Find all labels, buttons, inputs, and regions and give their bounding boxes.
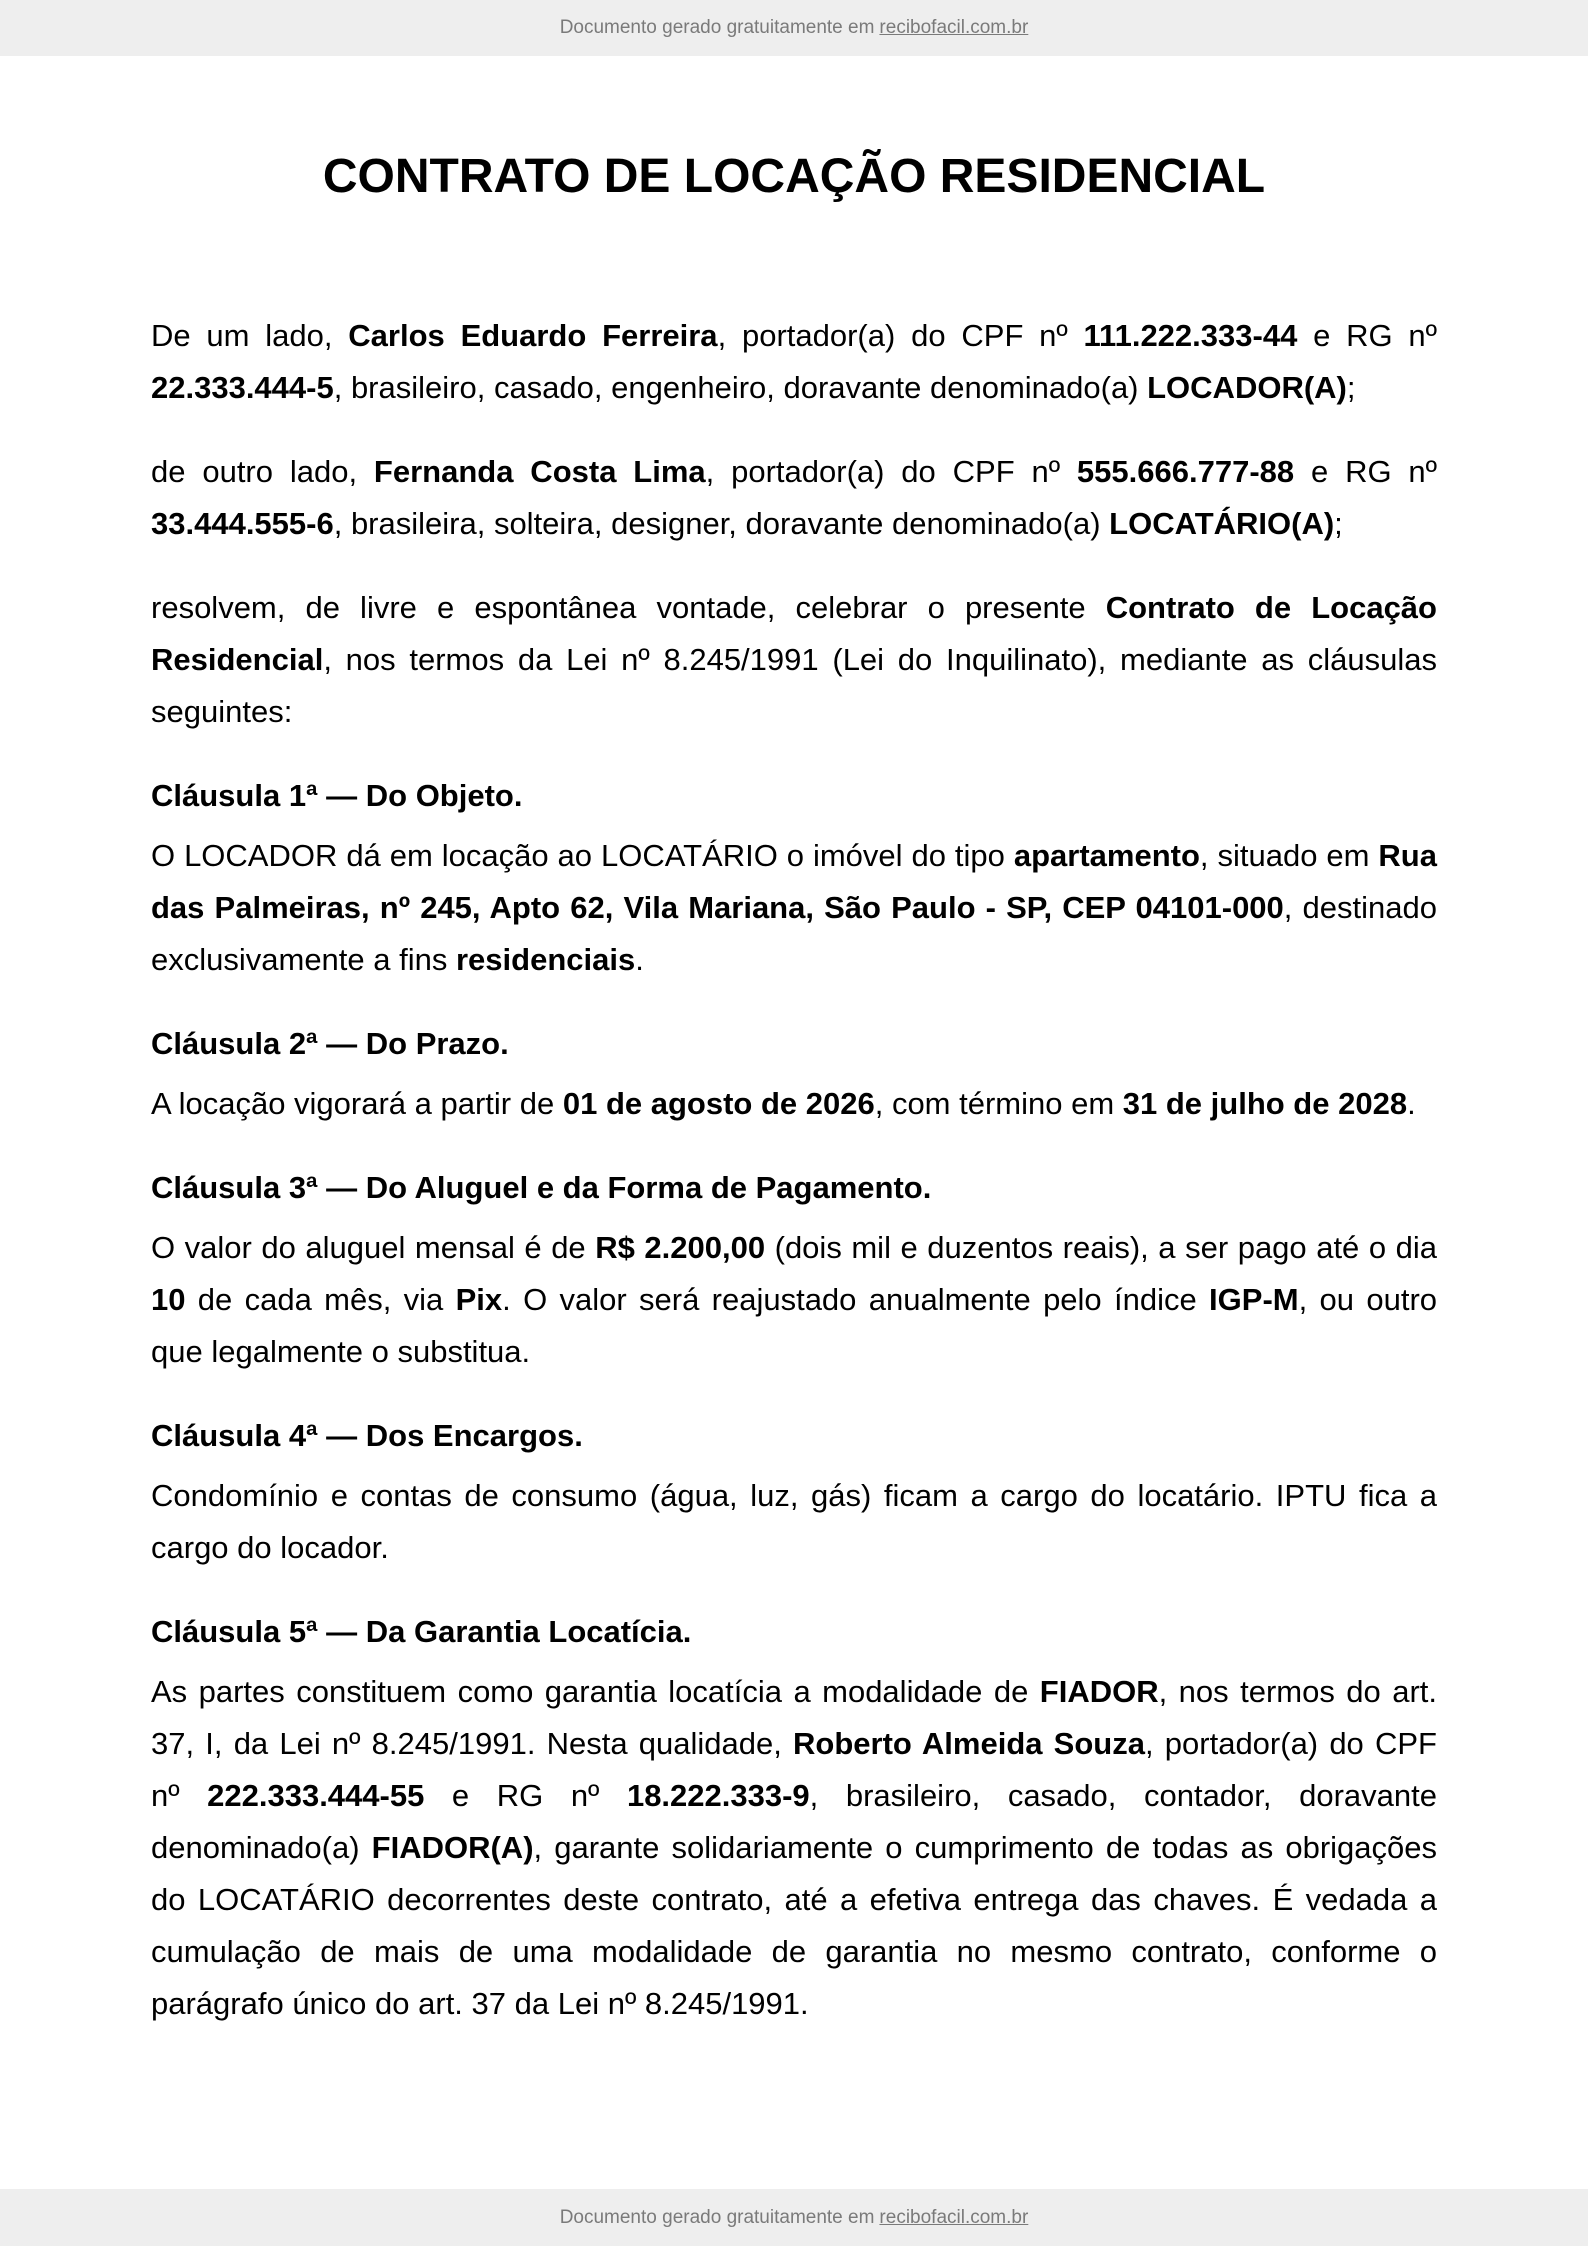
clause-4-title: Cláusula 4ª — Dos Encargos.	[151, 1418, 583, 1453]
locatario-role: LOCATÁRIO(A)	[1109, 506, 1335, 541]
clause-1-body: O LOCADOR dá em locação ao LOCATÁRIO o imóvel do tipo apartamento, situado em Rua das Palmeiras, nº 245, Apto 62, Vila Mariana, São Paulo - SP, CEP 04101-000, destinado exclusivamente a fins residenciais.	[151, 838, 1437, 977]
clause-2-body: A locação vigorará a partir de 01 de agosto de 2026, com término em 31 de julho de 2028.	[151, 1086, 1416, 1121]
clause-5-body: As partes constituem como garantia locatícia a modalidade de FIADOR, nos termos do art. 37, I, da Lei nº 8.245/1991. Nesta qualidade, Roberto Almeida Souza, portador(a) do CPF nº 222.333.444-55 e RG nº 18.222.333-9, brasileiro, casado, contador, doravante denominado(a) FIADOR(A), garante solidariamente o cumprimento de todas as obrigações do LOCATÁRIO decorrentes deste contrato, até a efetiva entrega das chaves. É vedada a cumulação de mais de uma modalidade de garantia no mesmo contrato, conforme o parágrafo único do art. 37 da Lei nº 8.245/1991.	[151, 1674, 1438, 2021]
locador-rg: 22.333.444-5	[151, 370, 334, 405]
lease-end-date: 31 de julho de 2028	[1122, 1086, 1408, 1121]
header-banner	[0, 0, 1588, 56]
guarantor-name: Roberto Almeida Souza	[793, 1726, 1145, 1761]
property-purpose: residenciais	[455, 942, 636, 977]
locatario-paragraph: de outro lado, Fernanda Costa Lima, portador(a) do CPF nº 555.666.777-88 e RG nº 33.444.555-6, brasileira, solteira, designer, doravante denominado(a) LOCATÁRIO(A);	[151, 454, 1437, 541]
locador-paragraph: De um lado, Carlos Eduardo Ferreira, portador(a) do CPF nº 111.222.333-44 e RG nº 22.333.444-5, brasileiro, casado, engenheiro, doravante denominado(a) LOCADOR(A);	[151, 318, 1437, 405]
clause-3-title: Cláusula 3ª — Do Aluguel e da Forma de Pagamento.	[151, 1170, 932, 1205]
rent-due-day: 10	[151, 1282, 186, 1317]
property-address: Rua das Palmeiras, nº 245, Apto 62, Vila Mariana, São Paulo - SP, CEP 04101-000	[151, 838, 1437, 925]
contract-body	[151, 310, 1437, 2062]
clause-3-body: O valor do aluguel mensal é de R$ 2.200,00 (dois mil e duzentos reais), a ser pago até o dia 10 de cada mês, via Pix. O valor será reajustado anualmente pelo índice IGP-M, ou outro que legalmente o substitua.	[151, 1230, 1438, 1369]
property-type: apartamento	[1013, 838, 1200, 873]
locador-role: LOCADOR(A)	[1147, 370, 1347, 405]
header-text: Documento gerado gratuitamente em	[559, 17, 875, 38]
locatario-cpf: 555.666.777-88	[1076, 454, 1295, 489]
contract-name: Contrato de Locação Residencial	[151, 590, 1437, 677]
payment-method: Pix	[455, 1282, 503, 1317]
header-site-link[interactable]: recibofacil.com.br	[879, 17, 1029, 38]
clause-5-title: Cláusula 5ª — Da Garantia Locatícia.	[151, 1614, 692, 1649]
rent-amount: R$ 2.200,00	[595, 1230, 766, 1265]
footer-text: Documento gerado gratuitamente em	[559, 2206, 875, 2228]
clause-1-title: Cláusula 1ª — Do Objeto.	[151, 778, 523, 813]
document-title: CONTRATO DE LOCAÇÃO RESIDENCIAL	[322, 150, 1266, 203]
guarantor-role: FIADOR(A)	[371, 1830, 534, 1865]
guarantor-rg: 18.222.333-9	[626, 1778, 810, 1813]
guarantor-cpf: 222.333.444-55	[207, 1778, 425, 1813]
footer-site-link[interactable]: recibofacil.com.br	[879, 2206, 1029, 2228]
locatario-rg: 33.444.555-6	[151, 506, 334, 541]
locador-name: Carlos Eduardo Ferreira	[348, 318, 718, 353]
guarantee-type: FIADOR	[1039, 1674, 1159, 1709]
clause-4-body: Condomínio e contas de consumo (água, luz, gás) ficam a cargo do locatário. IPTU fica a cargo do locador.	[151, 1478, 1437, 1565]
locatario-name: Fernanda Costa Lima	[373, 454, 706, 489]
clause-2-title: Cláusula 2ª — Do Prazo.	[151, 1026, 509, 1061]
adjustment-index: IGP-M	[1209, 1282, 1299, 1317]
locador-cpf: 111.222.333-44	[1083, 318, 1298, 353]
resolution-paragraph: resolvem, de livre e espontânea vontade, celebrar o presente Contrato de Locação Residencial, nos termos da Lei nº 8.245/1991 (Lei do Inquilinato), mediante as cláusulas seguintes:	[151, 590, 1437, 729]
footer-banner	[0, 2189, 1588, 2246]
lease-start-date: 01 de agosto de 2026	[562, 1086, 875, 1121]
